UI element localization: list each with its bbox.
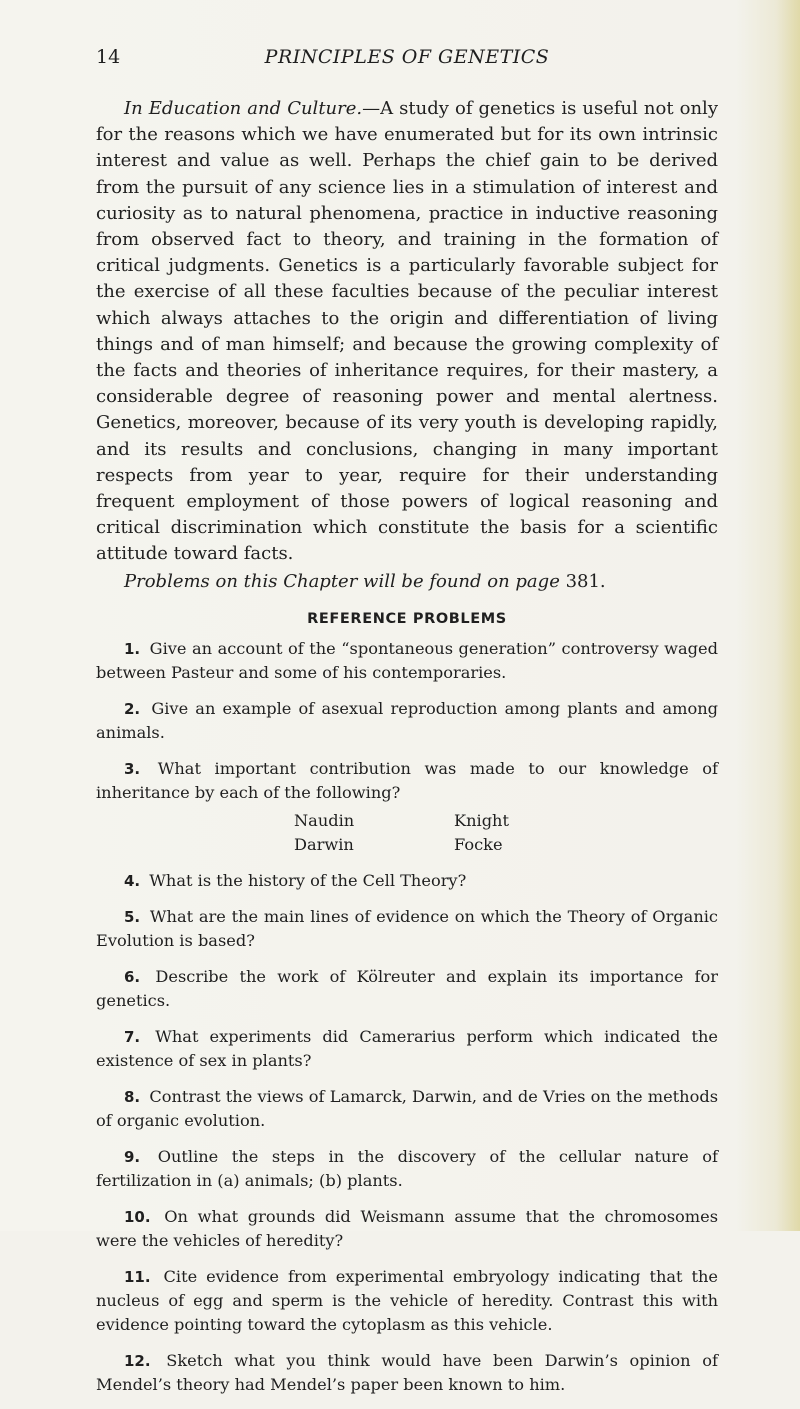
name-naudin: Naudin <box>294 810 355 830</box>
problem-number: 3. <box>124 759 141 778</box>
problem-number: 9. <box>124 1147 141 1166</box>
page-header <box>96 46 718 70</box>
problems-note <box>96 569 718 595</box>
problem-item <box>96 1349 718 1397</box>
problem-text: Sketch what you think would have been Darwin’s opinion of Mendel’s theory had Mendel’s paper been known to him. <box>96 1350 718 1394</box>
problem-text: Describe the work of Kölreuter and explain its importance for genetics. <box>96 966 718 1010</box>
reference-problems-list <box>96 637 718 1397</box>
problem-text: On what grounds did Weismann assume that the chromosomes were the vehicles of heredity? <box>96 1206 719 1250</box>
running-title: PRINCIPLES OF GENETICS <box>264 46 550 68</box>
problem-item <box>96 1085 718 1133</box>
problem-item <box>96 637 718 685</box>
problem-text: Give an example of asexual reproduction among plants and among animals. <box>96 698 718 742</box>
problem-item <box>96 757 718 857</box>
problem-text: What is the history of the Cell Theory? <box>149 870 467 890</box>
name-focke: Focke <box>454 834 503 854</box>
problem-text: Cite evidence from experimental embryology indicating that the nucleus of egg and sperm is the vehicle of heredity. Contrast this with evidence pointing toward the cytoplasm as this vehicle. <box>96 1266 718 1334</box>
problem-item <box>96 869 718 893</box>
problem-item <box>96 905 718 953</box>
problem-number: 10. <box>124 1207 151 1226</box>
problem-number: 2. <box>124 699 141 718</box>
problem-item <box>96 1265 718 1337</box>
problems-note-page: 381. <box>565 570 606 592</box>
problem-item <box>96 965 718 1013</box>
problem-item <box>96 1145 718 1193</box>
name-knight: Knight <box>454 810 509 830</box>
contributors-names <box>294 809 718 857</box>
paragraph-lead-in: In Education and Culture. <box>124 98 363 119</box>
problem-text: What important contribution was made to our knowledge of inheritance by each of the following? <box>96 758 718 802</box>
problem-number: 12. <box>124 1351 151 1370</box>
problem-number: 7. <box>124 1027 141 1046</box>
name-darwin: Darwin <box>294 834 354 854</box>
problem-item <box>96 1205 718 1253</box>
problem-text: Outline the steps in the discovery of the cellular nature of fertilization in (a) animals; (b) plants. <box>96 1146 718 1190</box>
problem-number: 6. <box>124 967 141 986</box>
problems-note-text: Problems on this Chapter will be found on page <box>124 570 560 592</box>
problem-text: Contrast the views of Lamarck, Darwin, and de Vries on the methods of organic evolution. <box>96 1086 718 1130</box>
problem-item <box>96 697 718 745</box>
problem-text: What are the main lines of evidence on which the Theory of Organic Evolution is based? <box>96 906 718 950</box>
page-content <box>96 96 718 1409</box>
problem-number: 5. <box>124 907 141 926</box>
reference-problems-heading: REFERENCE PROBLEMS <box>307 610 507 627</box>
paragraph-text: —A study of genetics is useful not only for the reasons which we have enumerated but for its own intrinsic interest and value as well. Perhaps the chief gain to be derived from the pursuit of any science lies in a stimulation of interest and curiosity as to natural phenomena, practice in inductive reasoning from observed fact to theory, and training in the formation of critical judgments. Genetics is a particularly favorable subject for the exercise of all these faculties because of the peculiar interest which always attaches to the origin and differentiation of living things and of man himself; and because the growing complexity of the facts and theories of inheritance requires, for their mastery, a considerable degree of reasoning power and mental alertness. Genetics, moreover, because of its very youth is developing rapidly, and its results and conclusions, changing in many important respects from year to year, require for their understanding frequent employment of those powers of logical reasoning and critical discrimination which constitute the basis for a scientific attitude toward facts. <box>96 98 718 565</box>
problem-number: 8. <box>124 1087 141 1106</box>
problem-number: 11. <box>124 1267 151 1286</box>
problem-text: Give an account of the “spontaneous generation” controversy waged between Pasteur and some of his contemporaries. <box>96 638 718 682</box>
problem-item <box>96 1025 718 1073</box>
problem-number: 4. <box>124 871 141 890</box>
page-number: 14 <box>96 46 121 68</box>
problem-number: 1. <box>124 639 141 658</box>
education-culture-paragraph <box>96 96 718 568</box>
problem-text: What experiments did Camerarius perform which indicated the existence of sex in plants? <box>96 1026 718 1070</box>
